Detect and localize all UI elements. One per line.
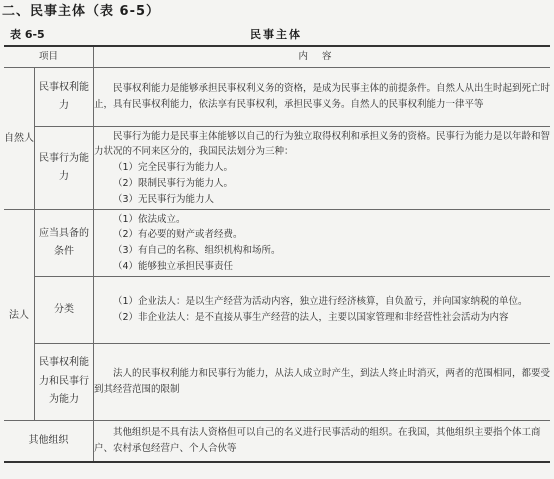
list-item: （1）企业法人：是以生产经营为活动内容，独立进行经济核算，自负盈亏，并向国家纳税的单位。 — [113, 296, 528, 308]
label-legal-types: 分类 — [35, 277, 94, 344]
text-other-org: 其他组织是不具有法人资格但可以自己的名义进行民事活动的组织。在我国，其他组织主要指个体工商户、农村承包经营户、个人合伙等 — [94, 427, 541, 454]
section-title: 二、民事主体（表 6-5） — [2, 4, 161, 19]
category-natural-person: 自然人 — [4, 68, 35, 210]
text-legal-capacity: 法人的民事权利能力和民事行为能力，从法人成立时产生，到法人终止时消灭，两者的范围相同，都要受到其经营范围的限制 — [94, 368, 551, 395]
list-item: （2）有必要的财产或者经费。 — [113, 229, 243, 241]
content-other-org — [94, 421, 551, 463]
list-item: （2）限制民事行为能力人。 — [113, 177, 234, 189]
table-header-row — [4, 46, 550, 68]
table-row — [4, 277, 550, 344]
table-row — [4, 344, 550, 421]
list-item: （4）能够独立承担民事责任 — [113, 260, 234, 272]
label-other-org: 其他组织 — [4, 421, 94, 463]
text-natural-capacity: 民事权利能力是能够承担民事权利义务的资格，是成为民事主体的前提条件。自然人从出生时起到死亡时止，具有民事权利能力，依法享有民事权利，承担民事义务。自然人的民事权利能力一律平等 — [94, 83, 551, 110]
list-item: （1）完全民事行为能力人。 — [113, 162, 234, 174]
content-legal-conditions — [94, 210, 551, 277]
table-row — [4, 127, 550, 210]
table-row — [4, 421, 550, 463]
content-natural-conduct — [94, 127, 551, 210]
label-legal-capacity: 民事权利能力和民事行为能力 — [35, 344, 94, 421]
category-legal-person: 法人 — [4, 210, 35, 421]
content-legal-capacity — [94, 344, 551, 421]
list-item: （2）非企业法人：是不直接从事生产经营的法人，主要以国家管理和非经营性社会活动为内容 — [113, 312, 509, 323]
header-item: 项目 — [4, 46, 94, 68]
content-natural-capacity — [94, 68, 551, 127]
label-natural-capacity: 民事权利能力 — [35, 68, 94, 127]
text-natural-conduct: 民事行为能力是民事主体能够以自己的行为独立取得权利和承担义务的资格。民事行为能力是以年龄和智力状况的不同来区分的，我国民法划分为三种： — [94, 130, 551, 158]
table-number: 表 6-5 — [10, 28, 45, 41]
table-row — [4, 68, 550, 127]
table-row — [4, 210, 550, 277]
list-item: （3）有自己的名称、组织机构和场所。 — [113, 245, 281, 256]
table-title: 民事主体 — [250, 28, 302, 41]
list-item: （1）依法成立。 — [113, 213, 186, 225]
label-legal-conditions: 应当具备的条件 — [35, 210, 94, 277]
list-item: （3）无民事行为能力人 — [113, 193, 215, 205]
label-natural-conduct: 民事行为能力 — [35, 127, 94, 210]
civil-subject-table — [4, 45, 550, 463]
header-content: 内容 — [94, 46, 551, 68]
content-legal-types — [94, 277, 551, 344]
